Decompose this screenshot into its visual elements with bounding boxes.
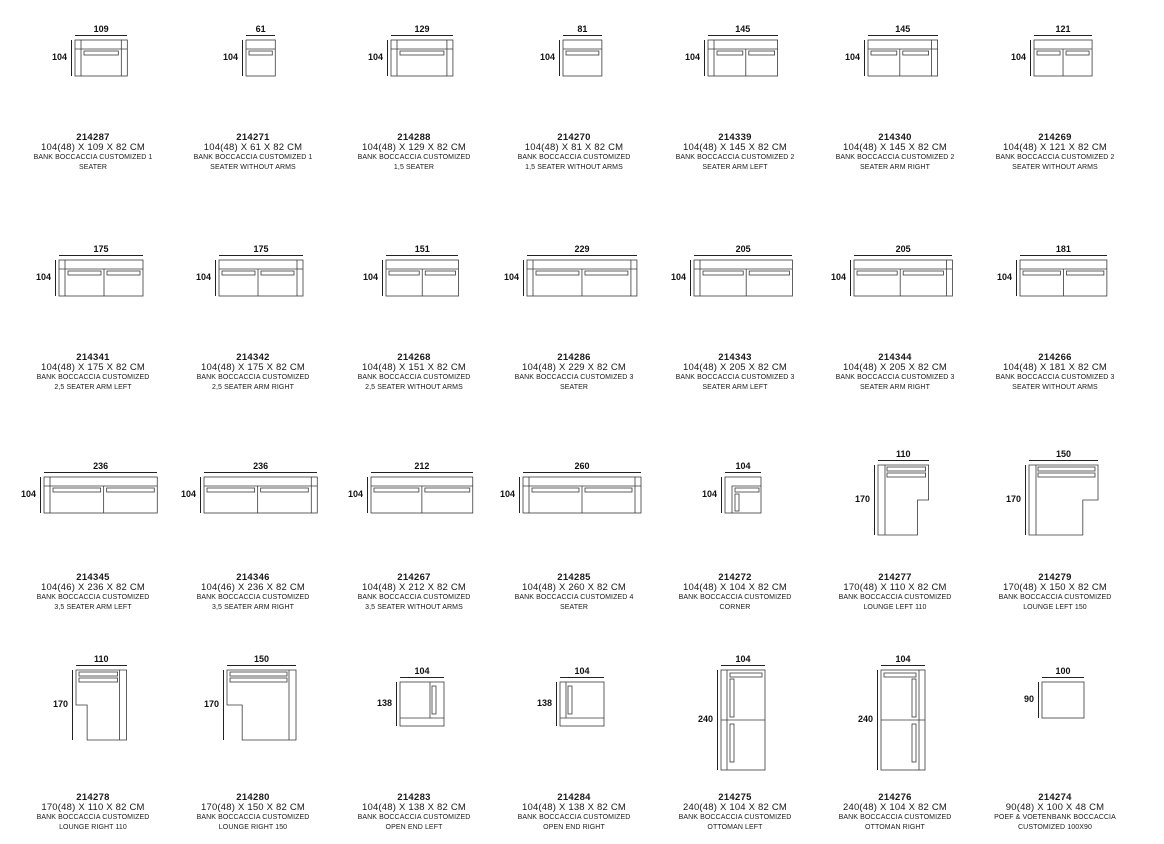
width-dimension-label: 121 — [1055, 24, 1071, 34]
width-dimension-line — [854, 255, 952, 256]
product-caption — [173, 353, 333, 393]
product-description-line: SEATER WITHOUT ARMS — [210, 164, 296, 171]
width-dimension-line — [227, 665, 296, 666]
width-dimension-line — [527, 255, 637, 256]
width-dimension-line — [75, 35, 127, 36]
furniture-plan-drawing — [1020, 260, 1107, 296]
width-dimension-line — [721, 665, 765, 666]
width-dimension-line — [708, 35, 778, 36]
product-code: 214279 — [1038, 572, 1072, 583]
product-code: 214284 — [557, 792, 591, 803]
product-caption — [815, 353, 975, 393]
width-dimension-label: 150 — [1055, 449, 1072, 459]
product-code: 214268 — [397, 352, 431, 363]
product-description-line: BANK BOCCACCIA CUSTOMIZED 3 — [514, 374, 634, 381]
product-description-line: LOUNGE RIGHT 110 — [59, 824, 127, 831]
width-dimension-line — [560, 677, 604, 678]
depth-dimension-label: 104 — [844, 52, 860, 62]
product-dimensions: 104(48) X 260 X 82 CM — [521, 582, 626, 593]
product-description-line: 2,5 SEATER ARM RIGHT — [212, 384, 294, 391]
product-description-line: BANK BOCCACCIA CUSTOMIZED — [678, 594, 792, 601]
depth-dimension-line — [367, 477, 368, 513]
width-dimension-label: 205 — [735, 244, 751, 254]
product-code: 214277 — [878, 572, 912, 583]
product-caption — [975, 353, 1135, 393]
depth-dimension-line — [1025, 465, 1026, 535]
width-dimension-label: 229 — [574, 244, 590, 254]
product-dimensions: 104(48) X 145 X 82 CM — [842, 142, 947, 153]
product-caption — [815, 793, 975, 833]
product-description-line: OTTOMAN RIGHT — [865, 824, 925, 831]
width-dimension-line — [563, 35, 602, 36]
depth-dimension-line — [242, 40, 243, 76]
width-dimension-line — [1034, 35, 1092, 36]
product-caption — [815, 133, 975, 173]
product-dimensions: 104(48) X 205 X 82 CM — [682, 362, 787, 373]
product-caption — [494, 573, 654, 613]
product-dimensions: 104(46) X 236 X 82 CM — [40, 582, 145, 593]
product-description-line: BANK BOCCACCIA CUSTOMIZED — [36, 374, 150, 381]
width-dimension-label: 110 — [94, 654, 109, 664]
depth-dimension-line — [864, 40, 865, 76]
product-caption — [815, 573, 975, 613]
product-code: 214283 — [397, 792, 431, 803]
depth-dimension-label: 104 — [539, 52, 555, 62]
product-code: 214287 — [76, 132, 110, 143]
product-description-line: BANK BOCCACCIA CUSTOMIZED 2 — [675, 154, 795, 161]
product-description-line: BANK BOCCACCIA CUSTOMIZED — [196, 814, 310, 821]
product-caption — [655, 133, 815, 173]
product-description-line: BANK BOCCACCIA CUSTOMIZED 4 — [514, 594, 634, 601]
product-code: 214343 — [718, 352, 752, 363]
furniture-plan-drawing — [708, 40, 778, 76]
furniture-plan-drawing — [560, 682, 604, 726]
width-dimension-label: 104 — [735, 654, 751, 664]
width-dimension-line — [523, 472, 641, 473]
depth-dimension-line — [877, 670, 878, 770]
furniture-plan-drawing — [204, 477, 317, 513]
product-code: 214269 — [1038, 132, 1072, 143]
width-dimension-line — [1029, 460, 1098, 461]
depth-dimension-label: 240 — [697, 714, 713, 724]
width-dimension-line — [400, 677, 444, 678]
depth-dimension-line — [55, 260, 56, 296]
width-dimension-line — [204, 472, 317, 473]
product-description-line: SEATER — [559, 604, 589, 611]
depth-dimension-label: 138 — [536, 698, 552, 708]
product-description-line: SEATER — [78, 164, 108, 171]
product-code: 214271 — [236, 132, 270, 143]
product-code: 214288 — [397, 132, 431, 143]
product-caption — [655, 353, 815, 393]
depth-dimension-label: 170 — [1005, 494, 1021, 504]
product-description-line: BANK BOCCACCIA CUSTOMIZED — [998, 594, 1112, 601]
width-dimension-label: 145 — [895, 24, 911, 34]
width-dimension-line — [59, 255, 143, 256]
product-description-line: BANK BOCCACCIA CUSTOMIZED — [357, 814, 471, 821]
furniture-plan-drawing — [854, 260, 952, 296]
product-description-line: 2,5 SEATER WITHOUT ARMS — [365, 384, 463, 391]
product-dimensions: 104(48) X 109 X 82 CM — [40, 142, 145, 153]
product-code: 214340 — [878, 132, 912, 143]
product-description-line: 3,5 SEATER WITHOUT ARMS — [365, 604, 463, 611]
depth-dimension-line — [387, 40, 388, 76]
width-dimension-line — [868, 35, 938, 36]
width-dimension-label: 104 — [895, 654, 911, 664]
depth-dimension-label: 90 — [1023, 694, 1034, 704]
product-description-line: BANK BOCCACCIA CUSTOMIZED — [838, 594, 952, 601]
depth-dimension-label: 104 — [701, 489, 717, 499]
product-description-line: OTTOMAN LEFT — [707, 824, 763, 831]
product-code: 214276 — [878, 792, 912, 803]
product-caption — [975, 793, 1135, 833]
furniture-plan-drawing — [881, 670, 925, 770]
depth-dimension-line — [704, 40, 705, 76]
depth-dimension-label: 104 — [1010, 52, 1026, 62]
furniture-plan-drawing — [694, 260, 792, 296]
product-code: 214272 — [718, 572, 752, 583]
product-description-line: BANK BOCCACCIA CUSTOMIZED — [357, 594, 471, 601]
product-description-line: SEATER ARM RIGHT — [860, 384, 930, 391]
product-description-line: BANK BOCCACCIA CUSTOMIZED — [517, 154, 631, 161]
product-dimensions: 104(48) X 81 X 82 CM — [524, 142, 624, 153]
product-description-line: BANK BOCCACCIA CUSTOMIZED 1 — [33, 154, 153, 161]
product-caption — [13, 353, 173, 393]
width-dimension-label: 81 — [577, 24, 588, 34]
depth-dimension-label: 104 — [35, 272, 51, 282]
width-dimension-label: 145 — [735, 24, 751, 34]
product-caption — [655, 573, 815, 613]
product-description-line: LOUNGE RIGHT 150 — [218, 824, 288, 831]
product-code: 214266 — [1038, 352, 1072, 363]
width-dimension-line — [1020, 255, 1107, 256]
product-dimensions: 104(48) X 181 X 82 CM — [1002, 362, 1107, 373]
product-description-line: 3,5 SEATER ARM RIGHT — [212, 604, 294, 611]
product-dimensions: 240(48) X 104 X 82 CM — [842, 802, 947, 813]
product-caption — [494, 793, 654, 833]
depth-dimension-label: 104 — [195, 272, 211, 282]
product-description-line: SEATER WITHOUT ARMS — [1012, 384, 1098, 391]
furniture-plan-drawing — [44, 477, 157, 513]
depth-dimension-line — [1016, 260, 1017, 296]
product-description-line: BANK BOCCACCIA CUSTOMIZED 3 — [995, 374, 1115, 381]
furniture-plan-drawing — [246, 40, 275, 76]
product-dimensions: 170(48) X 110 X 82 CM — [843, 582, 947, 593]
product-dimensions: 104(48) X 129 X 82 CM — [361, 142, 466, 153]
depth-dimension-line — [396, 682, 397, 726]
furniture-plan-drawing — [725, 477, 761, 513]
depth-dimension-label: 104 — [367, 52, 383, 62]
depth-dimension-line — [717, 670, 718, 770]
product-caption — [173, 793, 333, 833]
product-description-line: BANK BOCCACCIA CUSTOMIZED 2 — [995, 154, 1115, 161]
product-dimensions: 170(48) X 150 X 82 CM — [1002, 582, 1107, 593]
product-description-line: BANK BOCCACCIA CUSTOMIZED — [36, 814, 150, 821]
furniture-plan-drawing — [371, 477, 473, 513]
product-dimensions: 104(48) X 104 X 82 CM — [682, 582, 787, 593]
depth-dimension-line — [559, 40, 560, 76]
product-caption — [334, 353, 494, 393]
product-description-line: BANK BOCCACCIA CUSTOMIZED 3 — [835, 374, 955, 381]
product-dimensions: 104(48) X 121 X 82 CM — [1002, 142, 1107, 153]
width-dimension-label: 236 — [93, 461, 109, 471]
depth-dimension-line — [72, 670, 73, 740]
product-dimensions: 104(48) X 138 X 82 CM — [521, 802, 626, 813]
product-code: 214275 — [718, 792, 752, 803]
product-description-line: LOUNGE LEFT 110 — [863, 604, 927, 611]
depth-dimension-label: 104 — [362, 272, 378, 282]
product-dimensions: 104(48) X 205 X 82 CM — [842, 362, 947, 373]
product-caption — [13, 573, 173, 613]
product-code: 214280 — [236, 792, 270, 803]
width-dimension-label: 110 — [896, 449, 911, 459]
product-description-line: BANK BOCCACCIA CUSTOMIZED — [517, 814, 631, 821]
product-dimensions: 104(48) X 138 X 82 CM — [361, 802, 466, 813]
product-code: 214346 — [236, 572, 270, 583]
width-dimension-line — [76, 665, 127, 666]
width-dimension-label: 260 — [574, 461, 590, 471]
product-description-line: 2,5 SEATER ARM LEFT — [54, 384, 132, 391]
product-dimensions: 104(48) X 229 X 82 CM — [521, 362, 626, 373]
depth-dimension-label: 104 — [996, 272, 1012, 282]
depth-dimension-line — [40, 477, 41, 513]
furniture-plan-drawing — [1034, 40, 1092, 76]
product-dimensions: 170(48) X 150 X 82 CM — [200, 802, 305, 813]
product-dimensions: 104(46) X 236 X 82 CM — [200, 582, 305, 593]
depth-dimension-label: 104 — [684, 52, 700, 62]
furniture-plan-drawing — [721, 670, 765, 770]
furniture-plan-drawing — [386, 260, 458, 296]
product-caption — [173, 573, 333, 613]
product-description-line: SEATER WITHOUT ARMS — [1012, 164, 1098, 171]
product-description-line: OPEN END LEFT — [385, 824, 443, 831]
product-description-line: BANK BOCCACCIA CUSTOMIZED 3 — [675, 374, 795, 381]
depth-dimension-line — [850, 260, 851, 296]
product-code: 214342 — [236, 352, 270, 363]
width-dimension-label: 175 — [253, 244, 269, 254]
product-caption — [975, 133, 1135, 173]
product-description-line: SEATER ARM LEFT — [702, 384, 768, 391]
product-dimensions: 104(48) X 175 X 82 CM — [40, 362, 145, 373]
furniture-plan-drawing — [1042, 682, 1084, 718]
product-code: 214345 — [76, 572, 110, 583]
depth-dimension-label: 104 — [347, 489, 363, 499]
product-description-line: 3,5 SEATER ARM LEFT — [54, 604, 132, 611]
product-code: 214267 — [397, 572, 431, 583]
width-dimension-label: 205 — [895, 244, 911, 254]
product-description-line: BANK BOCCACCIA CUSTOMIZED — [196, 594, 310, 601]
width-dimension-line — [878, 460, 929, 461]
depth-dimension-line — [1030, 40, 1031, 76]
width-dimension-line — [694, 255, 792, 256]
product-description-line: CORNER — [719, 604, 751, 611]
product-dimensions: 170(48) X 110 X 82 CM — [41, 802, 145, 813]
product-caption — [334, 793, 494, 833]
depth-dimension-line — [519, 477, 520, 513]
product-dimensions: 104(48) X 175 X 82 CM — [200, 362, 305, 373]
product-dimensions: 104(48) X 212 X 82 CM — [361, 582, 466, 593]
depth-dimension-label: 104 — [670, 272, 686, 282]
width-dimension-label: 150 — [253, 654, 270, 664]
width-dimension-line — [371, 472, 473, 473]
product-caption — [494, 133, 654, 173]
depth-dimension-line — [690, 260, 691, 296]
product-code: 214270 — [557, 132, 591, 143]
product-code: 214341 — [76, 352, 110, 363]
furniture-plan-drawing — [219, 260, 303, 296]
depth-dimension-line — [556, 682, 557, 726]
width-dimension-label: 104 — [414, 666, 430, 676]
furniture-plan-drawing — [523, 477, 641, 513]
product-description-line: LOUNGE LEFT 150 — [1023, 604, 1087, 611]
product-caption — [173, 133, 333, 173]
width-dimension-line — [246, 35, 275, 36]
product-description-line: 1,5 SEATER — [393, 164, 435, 171]
product-description-line: 1,5 SEATER WITHOUT ARMS — [525, 164, 623, 171]
product-description-line: SEATER ARM LEFT — [702, 164, 768, 171]
depth-dimension-label: 104 — [503, 272, 519, 282]
product-description-line: BANK BOCCACCIA CUSTOMIZED — [357, 154, 471, 161]
furniture-plan-drawing — [868, 40, 938, 76]
width-dimension-label: 109 — [93, 24, 109, 34]
product-code: 214344 — [878, 352, 912, 363]
depth-dimension-label: 104 — [499, 489, 515, 499]
width-dimension-label: 61 — [255, 24, 266, 34]
product-caption — [334, 133, 494, 173]
product-description-line: BANK BOCCACCIA CUSTOMIZED — [36, 594, 150, 601]
product-caption — [655, 793, 815, 833]
product-dimensions: 104(48) X 151 X 82 CM — [361, 362, 466, 373]
product-dimensions: 90(48) X 100 X 48 CM — [1005, 802, 1105, 813]
width-dimension-label: 151 — [414, 244, 430, 254]
width-dimension-label: 212 — [414, 461, 430, 471]
product-description-line: BANK BOCCACCIA CUSTOMIZED — [838, 814, 952, 821]
depth-dimension-line — [71, 40, 72, 76]
product-caption — [334, 573, 494, 613]
width-dimension-label: 236 — [253, 461, 269, 471]
width-dimension-line — [386, 255, 458, 256]
width-dimension-label: 181 — [1055, 244, 1071, 254]
width-dimension-line — [1042, 677, 1084, 678]
width-dimension-line — [219, 255, 303, 256]
product-description-line: BANK BOCCACCIA CUSTOMIZED — [357, 374, 471, 381]
furniture-plan-drawing — [391, 40, 453, 76]
product-description-line: POEF & VOETENBANK BOCCACCIA — [994, 814, 1116, 821]
furniture-plan-drawing — [227, 670, 296, 740]
width-dimension-label: 104 — [574, 666, 590, 676]
depth-dimension-label: 138 — [376, 698, 392, 708]
product-code: 214339 — [718, 132, 752, 143]
product-code: 214285 — [557, 572, 591, 583]
product-description-line: CUSTOMIZED 100X90 — [1018, 824, 1092, 831]
furniture-plan-drawing — [75, 40, 127, 76]
furniture-plan-drawing — [878, 465, 929, 535]
depth-dimension-label: 104 — [830, 272, 846, 282]
width-dimension-line — [725, 472, 761, 473]
depth-dimension-label: 104 — [20, 489, 36, 499]
depth-dimension-label: 104 — [51, 52, 67, 62]
product-description-line: BANK BOCCACCIA CUSTOMIZED — [196, 374, 310, 381]
depth-dimension-line — [382, 260, 383, 296]
product-description-line: BANK BOCCACCIA CUSTOMIZED 2 — [835, 154, 955, 161]
depth-dimension-label: 104 — [180, 489, 196, 499]
width-dimension-line — [881, 665, 925, 666]
depth-dimension-line — [523, 260, 524, 296]
depth-dimension-line — [215, 260, 216, 296]
width-dimension-line — [44, 472, 157, 473]
depth-dimension-line — [721, 477, 722, 513]
product-caption — [494, 353, 654, 393]
product-description-line: SEATER ARM RIGHT — [860, 164, 930, 171]
depth-dimension-label: 104 — [222, 52, 238, 62]
product-caption — [13, 793, 173, 833]
depth-dimension-line — [1038, 682, 1039, 718]
furniture-plan-drawing — [59, 260, 143, 296]
product-code: 214274 — [1038, 792, 1072, 803]
depth-dimension-label: 170 — [52, 699, 68, 709]
width-dimension-label: 100 — [1055, 666, 1071, 676]
depth-dimension-line — [874, 465, 875, 535]
product-description-line: OPEN END RIGHT — [543, 824, 605, 831]
width-dimension-label: 175 — [93, 244, 109, 254]
product-code: 214286 — [557, 352, 591, 363]
product-dimensions: 104(48) X 145 X 82 CM — [682, 142, 787, 153]
furniture-plan-drawing — [1029, 465, 1098, 535]
width-dimension-label: 104 — [735, 461, 751, 471]
product-dimensions: 104(48) X 61 X 82 CM — [203, 142, 303, 153]
product-caption — [975, 573, 1135, 613]
depth-dimension-label: 170 — [854, 494, 870, 504]
product-description-line: BANK BOCCACCIA CUSTOMIZED 1 — [193, 154, 313, 161]
furniture-plan-drawing — [527, 260, 637, 296]
furniture-plan-drawing — [563, 40, 602, 76]
product-dimensions: 240(48) X 104 X 82 CM — [682, 802, 787, 813]
product-caption — [13, 133, 173, 173]
product-description-line: BANK BOCCACCIA CUSTOMIZED — [678, 814, 792, 821]
width-dimension-label: 129 — [414, 24, 430, 34]
depth-dimension-label: 240 — [857, 714, 873, 724]
depth-dimension-label: 170 — [203, 699, 219, 709]
product-description-line: SEATER — [559, 384, 589, 391]
depth-dimension-line — [223, 670, 224, 740]
depth-dimension-line — [200, 477, 201, 513]
product-code: 214278 — [76, 792, 110, 803]
width-dimension-line — [391, 35, 453, 36]
furniture-plan-drawing — [400, 682, 444, 726]
furniture-plan-drawing — [76, 670, 127, 740]
